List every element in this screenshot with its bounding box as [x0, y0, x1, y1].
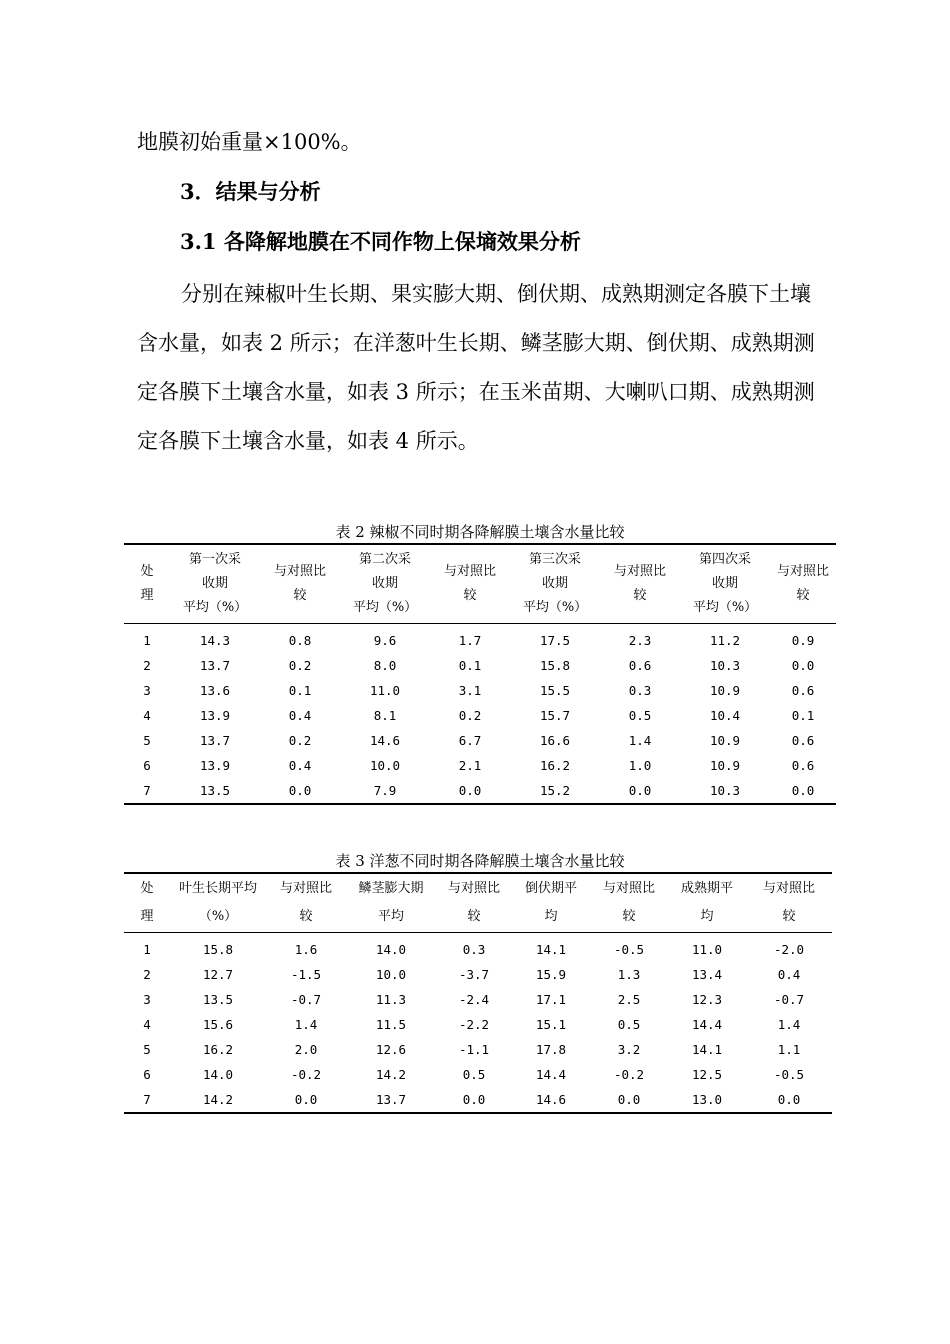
table-cell: -3.7: [458, 967, 490, 982]
table-row: [124, 703, 836, 728]
table-cell: 1.4: [294, 1017, 318, 1032]
table-cell: 0.5: [462, 1067, 486, 1082]
table-row: [124, 653, 836, 678]
table-cell: 7: [143, 783, 151, 798]
table2-header-cell: [680, 544, 770, 624]
table-cell: 11.5: [375, 1017, 407, 1032]
table3-header-cell: [746, 873, 832, 933]
table-cell: 0.2: [288, 658, 312, 673]
table-cell: 1.4: [777, 1017, 801, 1032]
table-cell: 10.3: [709, 783, 741, 798]
table2-header-cell: [340, 544, 430, 624]
table-cell: 2: [143, 967, 151, 982]
table-cell: 2.0: [294, 1042, 318, 1057]
table2-header-line: 处: [140, 564, 154, 579]
table-cell: 15.6: [202, 1017, 234, 1032]
table3-header-line: 较: [299, 909, 313, 924]
table3-header-line: 均: [700, 909, 714, 924]
table-cell: 12.6: [375, 1042, 407, 1057]
table3-header-line: 倒伏期平: [524, 881, 577, 896]
table-cell: 0.4: [288, 708, 312, 723]
table-cell: 1.1: [777, 1042, 801, 1057]
table-cell: 14.1: [691, 1042, 723, 1057]
table-cell: -1.1: [458, 1042, 490, 1057]
table2-header-cell: [260, 544, 340, 624]
table2-header-line: 理: [140, 588, 154, 603]
table2-header-line: 平均（%）: [352, 600, 418, 615]
table2-header-line: 与对照比: [776, 564, 829, 579]
body-paragraph: 分别在辣椒叶生长期、果实膨大期、倒伏期、成熟期测定各膜下土壤含水量，如表 2 所示；在洋葱叶生长期、鳞茎膨大期、倒伏期、成熟期测定各膜下土壤含水量，如表 3 所示；在玉米苗期、大喇叭口期、成熟期测定各膜下土壤含水量，如表 4 所示。: [137, 282, 815, 453]
table-cell: 4: [143, 708, 151, 723]
table-cell: 16.6: [539, 733, 571, 748]
table2-header-line: 收期: [541, 576, 568, 591]
table-cell: -0.2: [613, 1067, 645, 1082]
table-cell: 1.0: [628, 758, 652, 773]
table2: [124, 543, 836, 805]
table-cell: 13.7: [199, 733, 231, 748]
table-cell: 0.5: [628, 708, 652, 723]
table-cell: 0.1: [288, 683, 312, 698]
table-cell: 11.2: [709, 633, 741, 648]
table-cell: 6: [143, 758, 151, 773]
table2-header-line: 第二次采: [358, 552, 411, 567]
table3-header-cell: [124, 873, 170, 933]
table2-header-line: 第四次采: [698, 552, 751, 567]
table-cell: 17.8: [535, 1042, 567, 1057]
table-cell: 13.6: [199, 683, 231, 698]
table-cell: -0.2: [290, 1067, 322, 1082]
table-cell: 0.3: [462, 942, 486, 957]
table-cell: 9.6: [373, 633, 397, 648]
table-cell: 0.4: [288, 758, 312, 773]
table-cell: 14.2: [375, 1067, 407, 1082]
table-row: [124, 678, 836, 703]
table2-header-line: 平均（%）: [182, 600, 248, 615]
table-cell: 17.5: [539, 633, 571, 648]
table3-header-cell: [512, 873, 590, 933]
table-cell: 0.0: [288, 783, 312, 798]
table-cell: 6: [143, 1067, 151, 1082]
table-row: [124, 753, 836, 778]
table3-header-line: 与对照比: [602, 881, 655, 896]
table-cell: 8.1: [373, 708, 397, 723]
table-row: [124, 1012, 832, 1037]
table-row: [124, 933, 832, 963]
table-cell: 4: [143, 1017, 151, 1032]
table3-header-cell: [436, 873, 512, 933]
table-cell: 13.4: [691, 967, 723, 982]
table-cell: 0.0: [458, 783, 482, 798]
table-cell: -2.4: [458, 992, 490, 1007]
table3-header-cell: [668, 873, 746, 933]
table-cell: 0.0: [628, 783, 652, 798]
table-cell: 2: [143, 658, 151, 673]
table2-header-line: 与对照比: [613, 564, 666, 579]
table-row: [124, 728, 836, 753]
table-cell: 2.1: [458, 758, 482, 773]
table-cell: 0.5: [617, 1017, 641, 1032]
table-cell: -0.7: [290, 992, 322, 1007]
table-cell: 0.2: [288, 733, 312, 748]
table-cell: 2.5: [617, 992, 641, 1007]
table2-header-line: 较: [293, 588, 307, 603]
table-cell: 1.6: [294, 942, 318, 957]
table2-header-line: 平均（%）: [522, 600, 588, 615]
table-cell: 14.6: [535, 1092, 567, 1107]
table-cell: 13.7: [375, 1092, 407, 1107]
table-row: [124, 1062, 832, 1087]
table2-caption: 表 2 辣椒不同时期各降解膜土壤含水量比较: [335, 523, 625, 541]
table2-header-cell: [770, 544, 836, 624]
table3-header-cell: [266, 873, 346, 933]
table2-header-cell: [600, 544, 680, 624]
table-cell: 8.0: [373, 658, 397, 673]
table-row: [124, 962, 832, 987]
table-cell: 3.1: [458, 683, 482, 698]
table-cell: 1.3: [617, 967, 641, 982]
table-cell: 11.3: [375, 992, 407, 1007]
table-row: [124, 987, 832, 1012]
table2-header-line: 较: [633, 588, 647, 603]
table3-caption: 表 3 洋葱不同时期各降解膜土壤含水量比较: [335, 852, 625, 870]
table-cell: 14.0: [202, 1067, 234, 1082]
table-cell: 10.9: [709, 758, 741, 773]
table3-header-line: 较: [622, 909, 636, 924]
table-cell: 0.0: [791, 783, 815, 798]
table3-header-row: [124, 873, 832, 933]
table-cell: 14.6: [369, 733, 401, 748]
table-cell: 0.6: [791, 683, 815, 698]
table-cell: 13.5: [199, 783, 231, 798]
table-cell: 15.7: [539, 708, 571, 723]
table-cell: 7.9: [373, 783, 397, 798]
table-cell: 12.5: [691, 1067, 723, 1082]
table-cell: 1.4: [628, 733, 652, 748]
table-cell: 15.8: [202, 942, 234, 957]
table-row: [124, 624, 836, 654]
table-cell: 0.0: [617, 1092, 641, 1107]
table2-header-cell: [510, 544, 600, 624]
table-cell: 13.5: [202, 992, 234, 1007]
table2-header-line: 收期: [201, 576, 228, 591]
table-cell: -1.5: [290, 967, 322, 982]
table3-header-cell: [346, 873, 436, 933]
table-cell: 0.0: [777, 1092, 801, 1107]
table-cell: 11.0: [369, 683, 401, 698]
table-cell: 12.3: [691, 992, 723, 1007]
table-cell: 0.9: [791, 633, 815, 648]
table-cell: 0.3: [628, 683, 652, 698]
table-cell: -2.0: [773, 942, 805, 957]
table-cell: 10.0: [375, 967, 407, 982]
table3-header-line: 与对照比: [762, 881, 815, 896]
table2-header-line: 收期: [711, 576, 738, 591]
table-cell: 13.9: [199, 708, 231, 723]
table3-header-line: 较: [782, 909, 796, 924]
table-cell: 13.9: [199, 758, 231, 773]
table-cell: 14.4: [535, 1067, 567, 1082]
table-cell: 0.1: [791, 708, 815, 723]
table3-header-cell: [590, 873, 668, 933]
table-cell: 15.9: [535, 967, 567, 982]
table-cell: 3: [143, 992, 151, 1007]
table-cell: 11.0: [691, 942, 723, 957]
table-cell: 10.4: [709, 708, 741, 723]
table-cell: 3.2: [617, 1042, 641, 1057]
table-cell: 14.1: [535, 942, 567, 957]
table-cell: 0.1: [458, 658, 482, 673]
table2-header-row: [124, 544, 836, 624]
table3-header-line: 鳞茎膨大期: [358, 881, 424, 896]
table3-header-line: 均: [544, 909, 558, 924]
table-cell: 10.9: [709, 683, 741, 698]
table3-header-line: 平均: [377, 909, 404, 924]
table-cell: 0.0: [294, 1092, 318, 1107]
subsection-heading: 3.1 各降解地膜在不同作物上保墒效果分析: [180, 229, 581, 254]
table-cell: 12.7: [202, 967, 234, 982]
table-cell: 0.4: [777, 967, 801, 982]
table-cell: 13.0: [691, 1092, 723, 1107]
table-cell: 15.2: [539, 783, 571, 798]
table-cell: 1: [143, 633, 151, 648]
table2-header-line: 较: [463, 588, 477, 603]
table2-header-line: 与对照比: [273, 564, 326, 579]
table-cell: 2.3: [628, 633, 652, 648]
table-cell: 6.7: [458, 733, 482, 748]
table-cell: 14.4: [691, 1017, 723, 1032]
table-row: [124, 778, 836, 804]
table-cell: 0.6: [628, 658, 652, 673]
table3: [124, 872, 832, 1114]
table-cell: 15.8: [539, 658, 571, 673]
table-cell: 1: [143, 942, 151, 957]
table3-header-line: （%）: [198, 909, 238, 924]
table-cell: 0.0: [791, 658, 815, 673]
table2-header-cell: [430, 544, 510, 624]
table-cell: 15.5: [539, 683, 571, 698]
table-cell: 14.0: [375, 942, 407, 957]
table2-header-line: 第三次采: [528, 552, 581, 567]
table-cell: 0.6: [791, 733, 815, 748]
table2-header-cell: [124, 544, 170, 624]
table-cell: 0.2: [458, 708, 482, 723]
table3-header-line: 处: [140, 881, 154, 896]
table2-header-cell: [170, 544, 260, 624]
table-cell: 7: [143, 1092, 151, 1107]
table-cell: 1.7: [458, 633, 482, 648]
table-cell: -2.2: [458, 1017, 490, 1032]
table3-header-cell: [170, 873, 266, 933]
table-cell: 10.3: [709, 658, 741, 673]
table-cell: 14.3: [199, 633, 231, 648]
table3-header-line: 成熟期平: [680, 881, 733, 896]
table-cell: 15.1: [535, 1017, 567, 1032]
table2-header-line: 平均（%）: [692, 600, 758, 615]
table-cell: 0.0: [462, 1092, 486, 1107]
table2-header-line: 第一次采: [188, 552, 241, 567]
table-cell: 5: [143, 1042, 151, 1057]
table-cell: -0.7: [773, 992, 805, 1007]
table-cell: -0.5: [773, 1067, 805, 1082]
table3-header-line: 较: [467, 909, 481, 924]
table3-header-line: 叶生长期平均: [178, 881, 257, 896]
table-cell: -0.5: [613, 942, 645, 957]
table-cell: 13.7: [199, 658, 231, 673]
paragraph-continuation: 地膜初始重量×100%。: [137, 130, 362, 154]
table3-header-line: 与对照比: [447, 881, 500, 896]
table-row: [124, 1087, 832, 1113]
table-cell: 0.8: [288, 633, 312, 648]
table-cell: 10.0: [369, 758, 401, 773]
table-cell: 5: [143, 733, 151, 748]
table-cell: 14.2: [202, 1092, 234, 1107]
section-heading: 3．结果与分析: [180, 179, 321, 204]
table-cell: 16.2: [539, 758, 571, 773]
table3-header-line: 与对照比: [279, 881, 332, 896]
table2-header-line: 收期: [371, 576, 398, 591]
table-row: [124, 1037, 832, 1062]
table3-body: [124, 933, 832, 1114]
table-cell: 17.1: [535, 992, 567, 1007]
table-cell: 0.6: [791, 758, 815, 773]
table-cell: 10.9: [709, 733, 741, 748]
table2-header-line: 与对照比: [443, 564, 496, 579]
table-cell: 3: [143, 683, 151, 698]
table2-header-line: 较: [796, 588, 810, 603]
table3-header-line: 理: [140, 909, 154, 924]
table2-body: [124, 624, 836, 805]
table-cell: 16.2: [202, 1042, 234, 1057]
